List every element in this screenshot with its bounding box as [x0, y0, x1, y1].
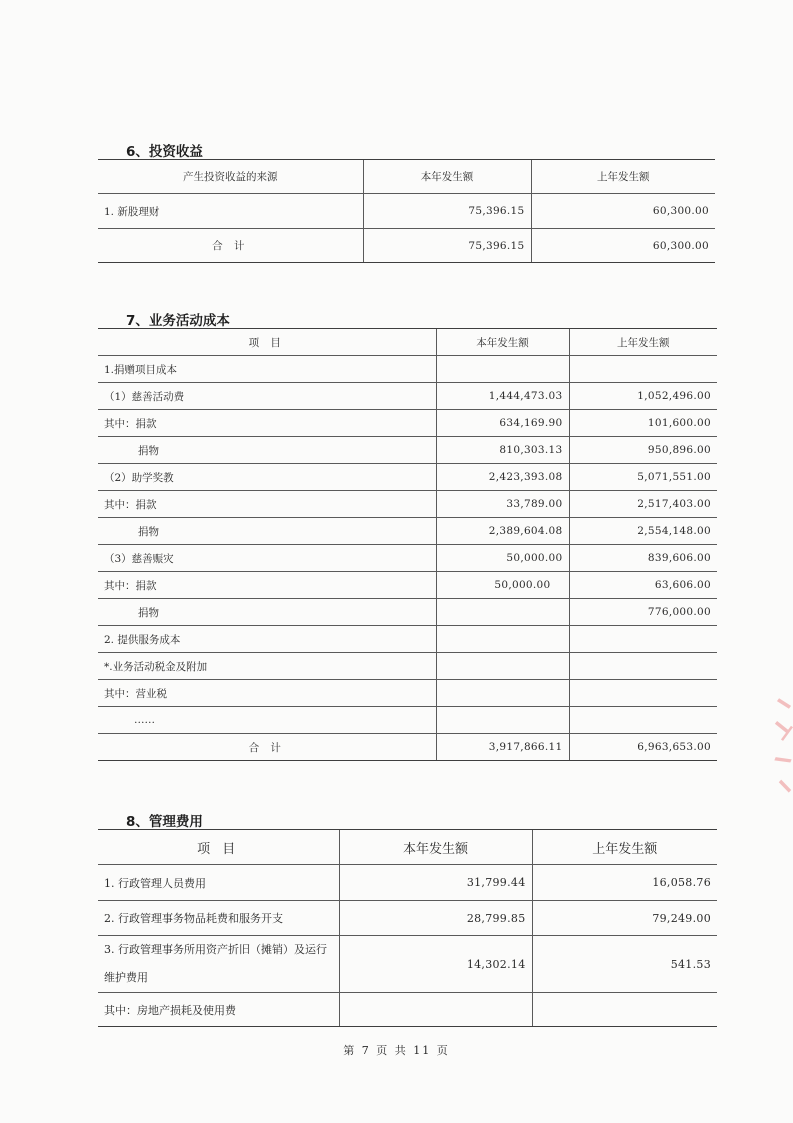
prior-year-value	[569, 626, 717, 653]
seal-mark-icon	[772, 686, 793, 814]
table-row	[98, 707, 717, 734]
current-year-value	[436, 599, 569, 626]
row-label: 3. 行政管理事务所用资产折旧（摊销）及运行维护费用	[98, 936, 339, 993]
table-header-row	[98, 830, 717, 865]
total-row	[98, 734, 717, 761]
current-year-value: 75,396.15	[363, 194, 531, 229]
current-year-value	[339, 993, 532, 1027]
row-label: 2. 行政管理事务物品耗费和服务开支	[98, 901, 339, 936]
prior-year-value: 839,606.00	[569, 545, 717, 572]
prior-year-value: 776,000.00	[569, 599, 717, 626]
current-year-value	[436, 707, 569, 734]
current-year-value: 33,789.00	[436, 491, 569, 518]
current-year-value: 50,000.00	[436, 545, 569, 572]
current-year-value: 31,799.44	[339, 865, 532, 901]
current-year-value: 2,389,604.08	[436, 518, 569, 545]
column-header: 项 目	[98, 830, 339, 865]
prior-year-value	[569, 707, 717, 734]
prior-year-total: 60,300.00	[531, 229, 715, 263]
prior-year-value: 2,517,403.00	[569, 491, 717, 518]
column-header: 本年发生额	[339, 830, 532, 865]
investment-income-table	[98, 159, 715, 263]
red-seal-fragment	[772, 686, 793, 814]
table-header-row	[98, 329, 717, 356]
table-row	[98, 901, 717, 936]
table-row	[98, 653, 717, 680]
table-row	[98, 626, 717, 653]
total-label: 合 计	[98, 734, 436, 761]
table-row	[98, 464, 717, 491]
prior-year-value: 950,896.00	[569, 437, 717, 464]
table-row	[98, 383, 717, 410]
total-row	[98, 229, 715, 263]
table-row	[98, 936, 717, 993]
total-label: 合 计	[98, 229, 363, 263]
table-row	[98, 572, 717, 599]
prior-year-value	[532, 993, 717, 1027]
current-year-value: 1,444,473.03	[436, 383, 569, 410]
row-label: （2）助学奖教	[98, 464, 436, 491]
table-row	[98, 545, 717, 572]
prior-year-value: 1,052,496.00	[569, 383, 717, 410]
table-row	[98, 437, 717, 464]
current-year-value	[436, 626, 569, 653]
row-label: （3）慈善赈灾	[98, 545, 436, 572]
prior-year-value	[569, 653, 717, 680]
column-header: 本年发生额	[363, 160, 531, 194]
row-label: 其中：捐款	[98, 491, 436, 518]
current-year-value	[436, 680, 569, 707]
prior-year-total: 6,963,653.00	[569, 734, 717, 761]
table-header-row	[98, 160, 715, 194]
section-8-title: 8、管理费用	[126, 814, 203, 830]
prior-year-value	[569, 356, 717, 383]
prior-year-value: 60,300.00	[531, 194, 715, 229]
prior-year-value: 2,554,148.00	[569, 518, 717, 545]
management-expense-table	[98, 829, 717, 1027]
table-row	[98, 518, 717, 545]
business-activity-cost-table	[98, 328, 717, 761]
table-row	[98, 194, 715, 229]
row-label: 1. 行政管理人员费用	[98, 865, 339, 901]
section-6-title: 6、投资收益	[126, 144, 203, 160]
row-label: ……	[98, 707, 436, 734]
prior-year-value: 79,249.00	[532, 901, 717, 936]
row-label: 其中：房地产损耗及使用费	[98, 993, 339, 1027]
column-header: 上年发生额	[569, 329, 717, 356]
current-year-value: 14,302.14	[339, 936, 532, 993]
table-row	[98, 491, 717, 518]
table-row	[98, 865, 717, 901]
prior-year-value: 63,606.00	[569, 572, 717, 599]
row-label: 1.捐赠项目成本	[98, 356, 436, 383]
section-7-title: 7、业务活动成本	[126, 313, 230, 329]
current-year-total: 75,396.15	[363, 229, 531, 263]
table-row	[98, 410, 717, 437]
row-label: 其中：营业税	[98, 680, 436, 707]
page-footer: 第 7 页 共 11 页	[343, 1044, 450, 1057]
prior-year-value	[569, 680, 717, 707]
row-label: （1）慈善活动费	[98, 383, 436, 410]
column-header: 项 目	[98, 329, 436, 356]
row-label: 捐物	[98, 599, 436, 626]
prior-year-value: 5,071,551.00	[569, 464, 717, 491]
current-year-value: 50,000.00	[436, 572, 569, 599]
current-year-value	[436, 653, 569, 680]
current-year-value: 634,169.90	[436, 410, 569, 437]
current-year-value: 810,303.13	[436, 437, 569, 464]
table-row	[98, 599, 717, 626]
row-label: 捐物	[98, 437, 436, 464]
current-year-value	[436, 356, 569, 383]
table-row	[98, 680, 717, 707]
row-label: 捐物	[98, 518, 436, 545]
row-label: 其中：捐款	[98, 410, 436, 437]
row-label: 1. 新股理财	[98, 194, 363, 229]
column-header: 本年发生额	[436, 329, 569, 356]
row-label: 其中：捐款	[98, 572, 436, 599]
current-year-value: 2,423,393.08	[436, 464, 569, 491]
row-label: 2. 提供服务成本	[98, 626, 436, 653]
column-header: 上年发生额	[532, 830, 717, 865]
prior-year-value: 541.53	[532, 936, 717, 993]
prior-year-value: 16,058.76	[532, 865, 717, 901]
row-label: *.业务活动税金及附加	[98, 653, 436, 680]
current-year-value: 28,799.85	[339, 901, 532, 936]
table-row	[98, 356, 717, 383]
table-row	[98, 993, 717, 1027]
column-header: 上年发生额	[531, 160, 715, 194]
prior-year-value: 101,600.00	[569, 410, 717, 437]
current-year-total: 3,917,866.11	[436, 734, 569, 761]
column-header: 产生投资收益的来源	[98, 160, 363, 194]
